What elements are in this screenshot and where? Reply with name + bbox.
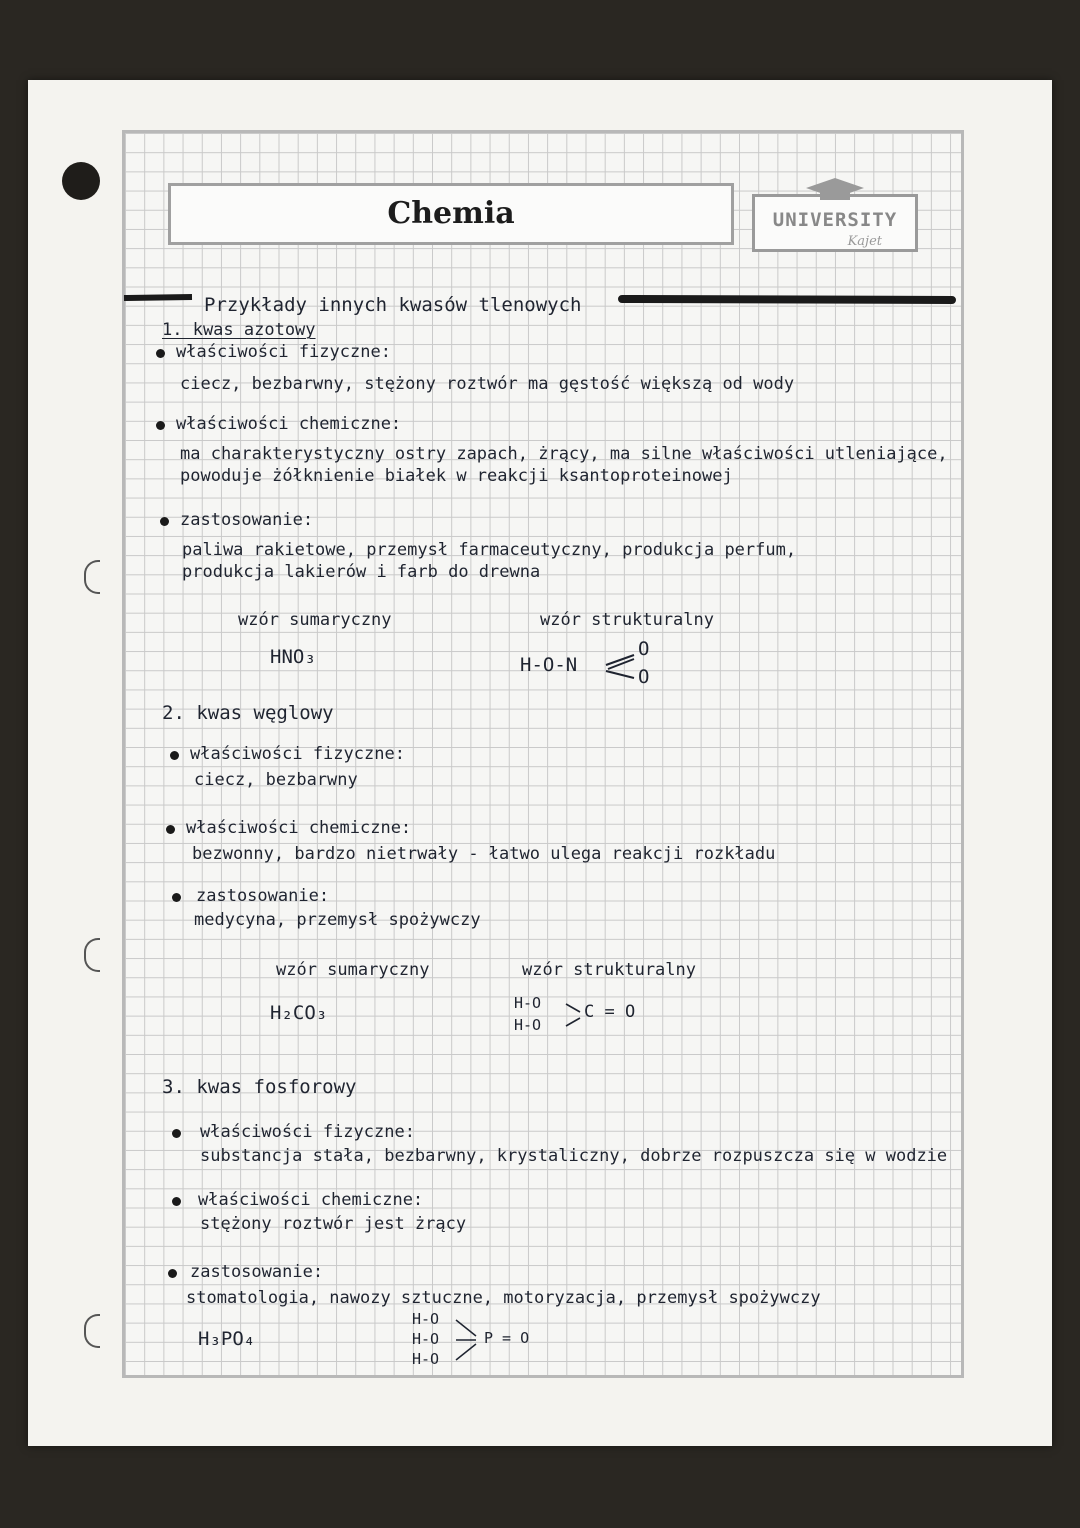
- bullet: [156, 421, 165, 430]
- acid-1-structural: H-O-N: [520, 654, 578, 676]
- acid-1-use-label: zastosowanie:: [180, 510, 314, 530]
- acid-2-physical: ciecz, bezbarwny: [194, 770, 358, 790]
- acid-3-formula: H₃PO₄: [198, 1328, 256, 1350]
- bullet: [168, 1269, 177, 1278]
- acid-2-use-label: zastosowanie:: [196, 886, 330, 906]
- bullet: [166, 825, 175, 834]
- acid-1-chemical-line-2: powoduje żółknienie białek w reakcji ksantoproteinowej: [180, 466, 733, 486]
- phosphoric-bonds: [454, 1314, 480, 1366]
- acid-2-formula-label: wzór sumaryczny: [276, 960, 430, 980]
- acid-3-physical-label: właściwości fizyczne:: [200, 1122, 415, 1142]
- acid-2-use: medycyna, przemysł spożywczy: [194, 910, 481, 930]
- oxygen-atom: O: [638, 638, 650, 660]
- acid-1-physical: ciecz, bezbarwny, stężony roztwór ma gęstość większą od wody: [180, 374, 795, 394]
- carbonyl-group: C = O: [584, 1002, 636, 1022]
- section-heading: Przykłady innych kwasów tlenowych: [204, 294, 582, 316]
- bullet: [170, 751, 179, 760]
- acid-1-use-line-1: paliwa rakietowe, przemysł farmaceutyczny, produkcja perfum,: [182, 540, 797, 560]
- bullet: [160, 517, 169, 526]
- hydroxyl-group: H-O: [412, 1350, 440, 1368]
- hydroxyl-group: H-O: [412, 1330, 440, 1348]
- university-logo: [752, 176, 918, 254]
- acid-2-chemical-label: właściwości chemiczne:: [186, 818, 412, 838]
- acid-3-chemical: stężony roztwór jest żrący: [200, 1214, 467, 1234]
- binder-ring-mark: [84, 1314, 100, 1348]
- hydroxyl-group: H-O: [514, 994, 542, 1012]
- binder-ring-mark: [84, 560, 100, 594]
- bullet: [172, 1197, 181, 1206]
- binder-ring-mark: [84, 938, 100, 972]
- acid-3-physical: substancja stała, bezbarwny, krystaliczny, dobrze rozpuszcza się w wodzie: [200, 1146, 948, 1166]
- bullet: [172, 893, 181, 902]
- acid-2-structural-label: wzór strukturalny: [522, 960, 696, 980]
- acid-1-structural-label: wzór strukturalny: [540, 610, 714, 630]
- acid-1-use-line-2: produkcja lakierów i farb do drewna: [182, 562, 541, 582]
- carbonic-bonds: [562, 1000, 586, 1030]
- nitro-bonds: [604, 640, 664, 690]
- acid-1-formula: HNO₃: [270, 646, 316, 668]
- oxygen-atom: O: [638, 666, 650, 688]
- phosphoryl-group: P = O: [484, 1329, 530, 1347]
- acid-2-physical-label: właściwości fizyczne:: [190, 744, 405, 764]
- acid-1-physical-label: właściwości fizyczne:: [176, 342, 391, 362]
- acid-3-chemical-label: właściwości chemiczne:: [198, 1190, 424, 1210]
- logo-brand: UNIVERSITY: [772, 209, 898, 231]
- logo-sub: Kajet: [847, 234, 882, 249]
- acid-1-formula-label: wzór sumaryczny: [238, 610, 392, 630]
- hydroxyl-group: H-O: [412, 1310, 440, 1328]
- acid-2-chemical: bezwonny, bardzo nietrwały - łatwo ulega reakcji rozkładu: [192, 844, 776, 864]
- acid-1-chemical-label: właściwości chemiczne:: [176, 414, 402, 434]
- hydroxyl-group: H-O: [514, 1016, 542, 1034]
- acid-2-name: 2. kwas węglowy: [162, 702, 334, 724]
- graduation-cap-icon: [804, 176, 866, 202]
- punch-hole: [62, 162, 100, 200]
- acid-3-use: stomatologia, nawozy sztuczne, motoryzacja, przemysł spożywczy: [186, 1288, 821, 1308]
- acid-3-name: 3. kwas fosforowy: [162, 1076, 357, 1098]
- page-title: Chemia: [387, 196, 515, 231]
- bullet: [172, 1129, 181, 1138]
- acid-3-use-label: zastosowanie:: [190, 1262, 324, 1282]
- title-box: [168, 183, 734, 245]
- bullet: [156, 349, 165, 358]
- acid-1-name: 1. kwas azotowy: [162, 320, 316, 340]
- acid-2-formula: H₂CO₃: [270, 1002, 328, 1024]
- acid-1-chemical-line-1: ma charakterystyczny ostry zapach, żrący, ma silne właściwości utleniające,: [180, 444, 948, 464]
